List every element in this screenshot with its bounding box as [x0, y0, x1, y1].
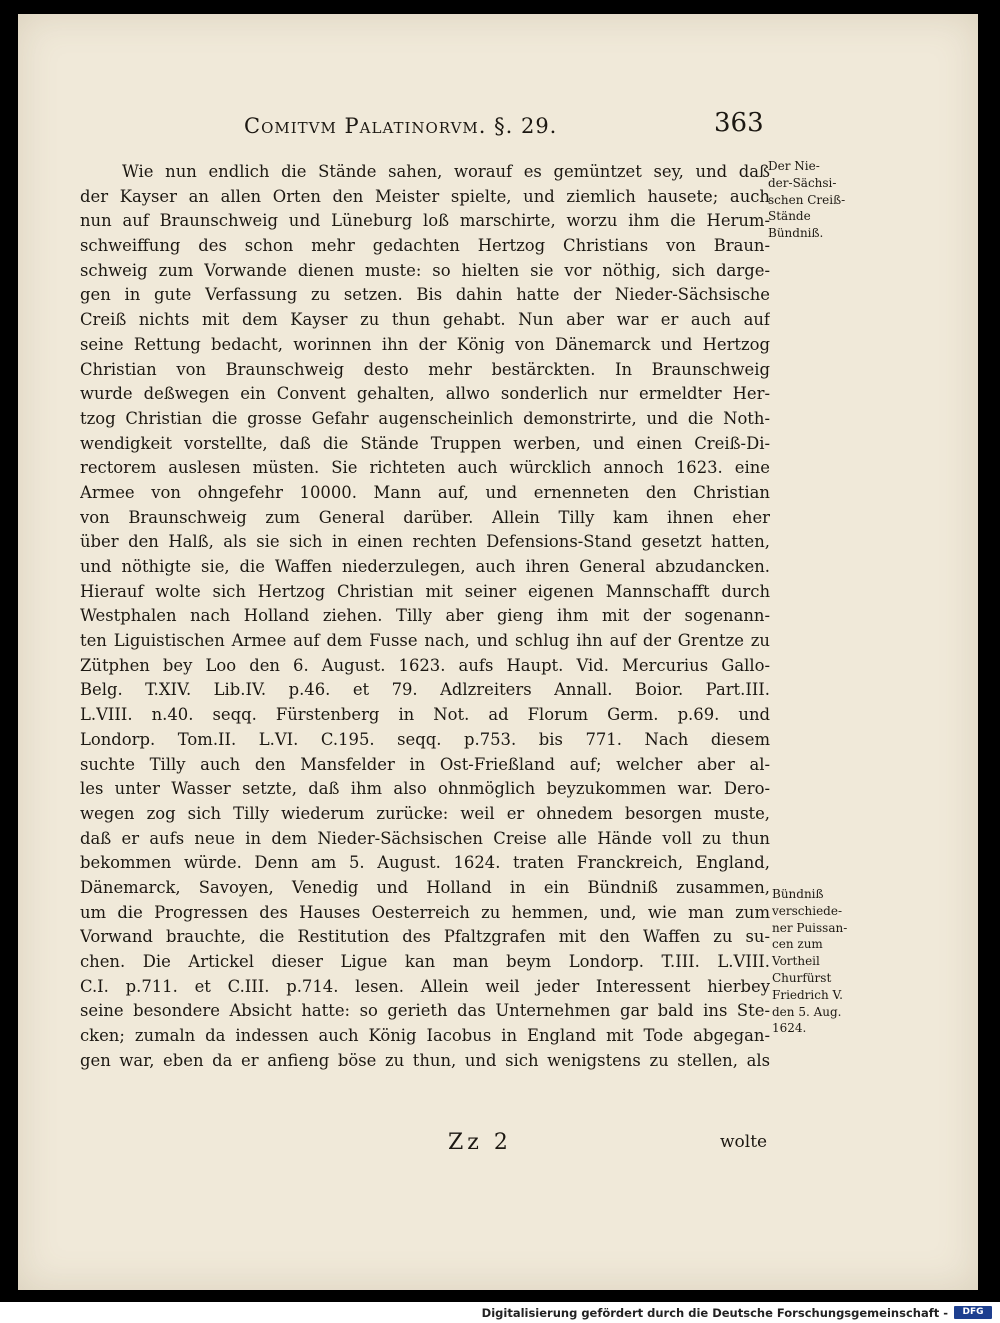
text-line: und nöthigte sie, die Waffen niederzulegen, auch ihren General abzudancken. — [80, 557, 770, 576]
text-line: um die Progressen des Hauses Oesterreich zu hemmen, und, wie man zum — [80, 902, 770, 922]
running-title: Comitvm Palatinorvm. §. 29. — [244, 114, 558, 138]
text-line: Belg. T.XIV. Lib.IV. p.46. et 79. Adlzreiters Annall. Boior. Part.III. — [80, 680, 770, 700]
text-line: gen war, eben da er anfieng böse zu thun, und sich wenigstens zu stellen, als — [80, 1050, 770, 1070]
margin-note-stande-bundnis — [768, 158, 850, 242]
page-number: 363 — [714, 108, 764, 138]
text-line: Dänemarck, Savoyen, Venedig und Holland in ein Bündniß zusammen, — [80, 877, 770, 897]
text-line: Westphalen nach Holland ziehen. Tilly aber gieng ihm mit der sogenann- — [80, 606, 770, 626]
book-page — [18, 14, 978, 1290]
text-line: ten Liguistischen Armee auf dem Fusse nach, und schlug ihn auf der Grentze zu — [80, 631, 770, 651]
page-footer — [18, 1130, 978, 1166]
scan-credit-text: Digitalisierung gefördert durch die Deutsche Forschungsgemeinschaft - — [481, 1306, 948, 1320]
text-line: schweig zum Vorwande dienen muste: so hielten sie vor nöthig, sich darge- — [80, 260, 770, 280]
text-line: wegen zog sich Tilly wiederum zurücke: weil er ohnedem besorgen muste, — [80, 803, 770, 823]
margin-note-line: Vortheil — [772, 954, 820, 969]
text-line: daß er aufs neue in dem Nieder-Sächsischen Creise alle Hände voll zu thun — [80, 828, 770, 848]
text-line: C.I. p.711. et C.III. p.714. lesen. Allein weil jeder Interessent hierbey — [80, 976, 770, 996]
margin-note-line: der-Sächsi- — [768, 175, 837, 190]
margin-note-bundnis-1624 — [772, 886, 854, 1037]
scan-credit-bar — [0, 1302, 1000, 1323]
text-line: über den Halß, als sie sich in einen rechten Defensions-Stand gesetzt hatten, — [80, 532, 770, 552]
text-line: Zütphen bey Loo den 6. August. 1623. aufs Haupt. Vid. Mercurius Gallo- — [80, 655, 770, 675]
text-line: Wie nun endlich die Stände sahen, worauf es gemüntzet sey, und daß — [122, 162, 770, 181]
text-line: suchte Tilly auch den Mansfelder in Ost-Frießland auf; welcher aber al- — [80, 754, 770, 774]
text-line: nun auf Braunschweig und Lüneburg loß marschirte, worzu ihm die Herum- — [80, 211, 770, 231]
text-line: gen in gute Verfassung zu setzen. Bis dahin hatte der Nieder-Sächsische — [80, 285, 770, 305]
dfg-logo-icon: DFG — [954, 1306, 992, 1319]
text-line: cken; zumaln da indessen auch König Iacobus in England mit Tode abgegan- — [80, 1026, 770, 1046]
margin-note-line: Stände — [768, 209, 811, 224]
text-line: Armee von ohngefehr 10000. Mann auf, und ernenneten den Christian — [80, 482, 770, 502]
text-line: wurde deßwegen ein Convent gehalten, allwo sonderlich nur ermeldter Her- — [80, 384, 770, 404]
text-line: schweiffung des schon mehr gedachten Hertzog Christians von Braun- — [80, 236, 770, 256]
text-line: tzog Christian die grosse Gefahr augenscheinlich demonstrirte, und die Noth- — [80, 408, 770, 428]
text-line: chen. Die Artickel dieser Ligue kan man beym Londorp. T.III. L.VIII. — [80, 952, 770, 971]
text-line: les unter Wasser setzte, daß ihm also ohnmöglich beyzukommen war. Dero- — [80, 779, 770, 799]
text-line: Vorwand brauchte, die Restitution des Pfaltzgrafen mit den Waffen zu su- — [80, 927, 770, 947]
margin-note-line: Bündniß. — [768, 226, 824, 241]
text-line: Creiß nichts mit dem Kayser zu thun gehabt. Nun aber war er auch auf — [80, 310, 770, 330]
catchword: wolte — [720, 1132, 768, 1152]
text-line: L.VIII. n.40. seqq. Fürstenberg in Not. ad Florum Germ. p.69. und — [80, 705, 770, 725]
body-text — [80, 160, 770, 1073]
margin-note-line: cen zum — [772, 937, 823, 952]
margin-note-line: Der Nie- — [768, 159, 820, 173]
margin-note-line: den 5. Aug. — [772, 1004, 842, 1019]
margin-note-line: verschiede- — [772, 903, 843, 918]
text-line: von Braunschweig zum General darüber. Allein Tilly kam ihnen eher — [80, 507, 770, 527]
page-header — [18, 108, 978, 152]
text-line: seine Rettung bedacht, worinnen ihn der König von Dänemarck und Hertzog — [80, 334, 770, 354]
text-line: wendigkeit vorstellte, daß die Stände Truppen werben, und einen Creiß-Di- — [80, 433, 770, 453]
margin-note-line: Churfürst — [772, 970, 832, 985]
margin-note-line: ner Puissan- — [772, 920, 848, 935]
margin-note-line: Bündniß — [772, 887, 824, 901]
text-line: seine besondere Absicht hatte: so gerieth das Unternehmen gar bald ins Ste- — [80, 1001, 770, 1021]
text-line: bekommen würde. Denn am 5. August. 1624. traten Franckreich, England, — [80, 853, 770, 873]
text-line: Hierauf wolte sich Hertzog Christian mit seiner eigenen Mannschafft durch — [80, 581, 770, 601]
margin-note-line: Friedrich V. — [772, 987, 843, 1002]
signature-mark: Zz 2 — [448, 1130, 512, 1155]
margin-note-line: 1624. — [772, 1021, 807, 1036]
text-line: der Kayser an allen Orten den Meister spielte, und ziemlich hausete; auch — [80, 186, 770, 206]
text-line: Londorp. Tom.II. L.VI. C.195. seqq. p.753. bis 771. Nach diesem — [80, 729, 770, 749]
text-line: Christian von Braunschweig desto mehr bestärckten. In Braunschweig — [80, 359, 770, 379]
margin-note-line: schen Creiß- — [768, 192, 846, 207]
text-line: rectorem auslesen müsten. Sie richteten auch würcklich annoch 1623. eine — [80, 458, 770, 478]
